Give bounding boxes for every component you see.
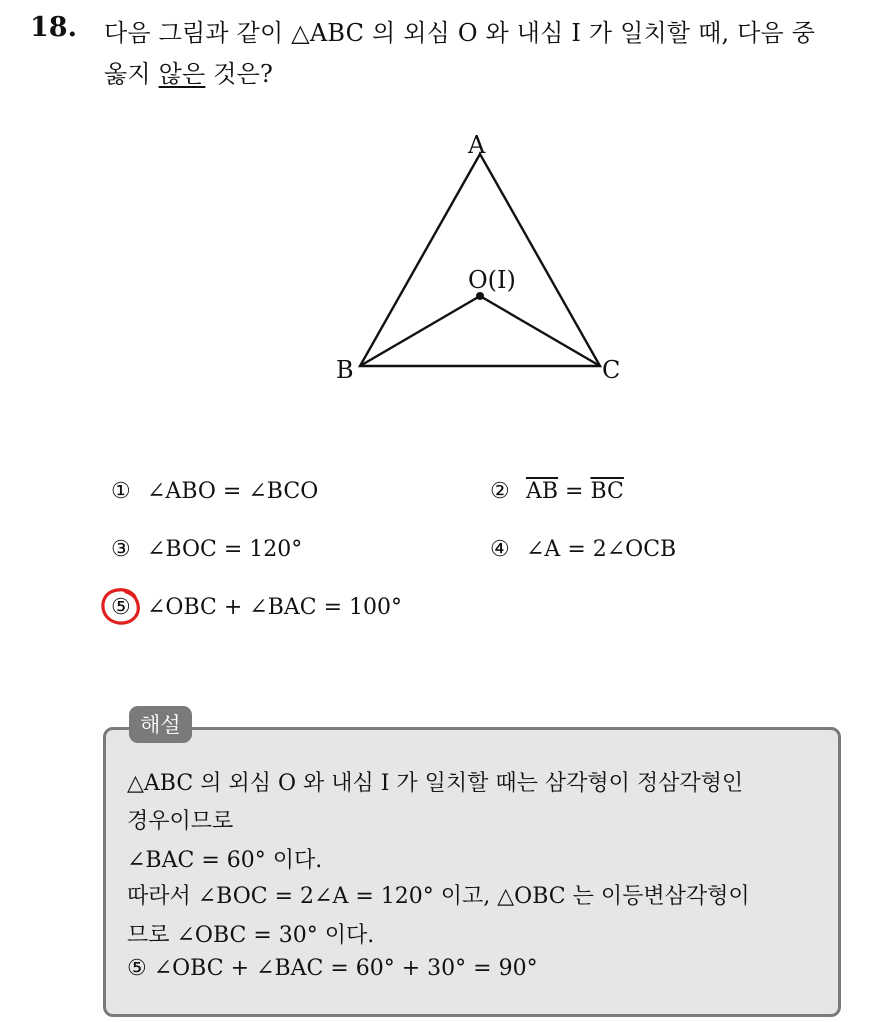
answer-circle-mark [100,585,144,627]
choice-4-number: ④ [490,537,510,562]
vertex-label-b: B [336,356,354,384]
solution-line-6: ⑤ ∠OBC + ∠BAC = 60° + 30° = 90° [127,956,538,981]
choice-3-number: ③ [111,537,131,562]
triangle-abc [360,154,600,366]
choice-2-number: ② [490,479,510,504]
question-text-pre: 옳지 [104,60,159,88]
segment-oc [480,296,600,366]
choice-2-segment-ab: $\overline{AB}$ [526,479,559,504]
vertex-label-c: C [602,356,621,384]
triangle-diagram [320,120,640,390]
choice-4-text: ∠A = 2∠OCB [526,537,677,562]
choice-5 [111,595,402,620]
answer-circle-stroke [103,590,138,623]
vertex-label-a: A [468,131,486,159]
choice-3 [111,537,302,562]
solution-line-1: △ABC 의 외심 O 와 내심 I 가 일치할 때는 삼각형이 정삼각형인 [127,771,744,796]
solution-line-3: ∠BAC = 60° 이다. [127,848,323,873]
triangle-figure [320,120,640,390]
choice-2 [490,479,624,504]
choice-1 [111,479,318,504]
solution-line-2: 경우이므로 [127,809,234,834]
choice-3-text: ∠BOC = 120° [147,537,303,562]
question-text-line1: 다음 그림과 같이 △ABC 의 외심 O 와 내심 I 가 일치할 때, 다음 중 [104,19,816,47]
choice-5-text: ∠OBC + ∠BAC = 100° [147,595,403,620]
choice-2-segment-bc: $\overline{BC}$ [590,479,624,504]
segment-ob [360,296,480,366]
question-emphasis-underlined: 않은 [158,60,206,88]
choice-1-number: ① [111,479,131,504]
solution-tag: 해설 [129,706,192,743]
choice-2-equals: = [558,479,591,504]
question-text-post: 것은? [205,60,274,88]
question-number: 18. [30,12,77,43]
center-label: O(I) [468,266,516,294]
question-text-line2 [104,54,273,89]
choice-5-number: ⑤ [111,595,131,620]
solution-line-4: 따라서 ∠BOC = 2∠A = 120° 이고, △OBC 는 이등변삼각형이 [127,884,750,909]
choice-1-text: ∠ABO = ∠BCO [147,479,319,504]
solution-line-5: 므로 ∠OBC = 30° 이다. [127,923,375,948]
choice-4 [490,537,676,562]
